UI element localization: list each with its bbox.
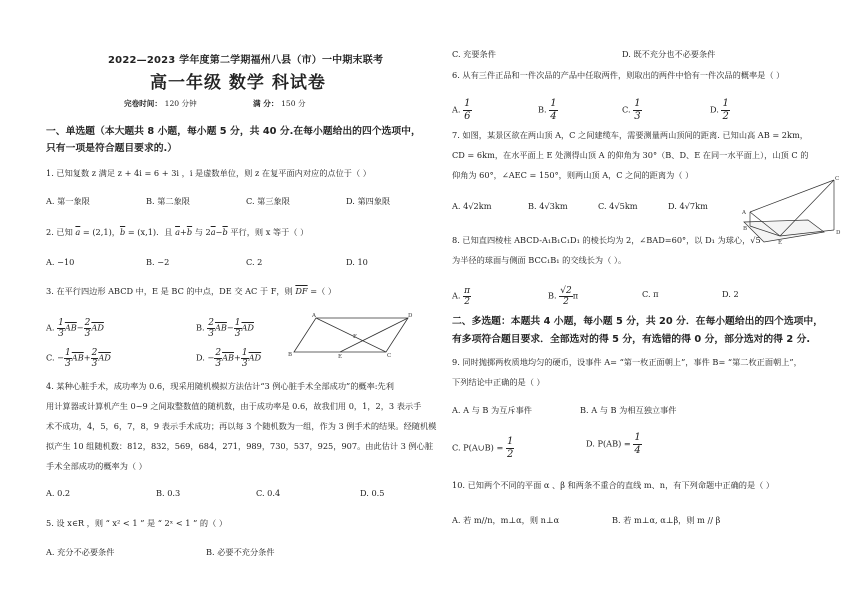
q4-line-4: 拟产生 10 组随机数：812，832，569，684，271，989，730，537，925，907。由此估计 3 例心脏 — [46, 441, 434, 451]
q7-line-2: CD = 6km，在水平面上 E 处测得山顶 A 的仰角为 30°（B、D、E 在同一水平面上），山顶 C 的 — [452, 150, 809, 160]
section1-title-2: 只有一项是符合题目要求的.） — [46, 143, 178, 154]
q1-option-a: A. 第一象限 — [46, 196, 90, 206]
q9-option-b: B. A 与 B 为相互独立事件 — [580, 405, 677, 415]
q4-option-d: D. 0.5 — [360, 488, 385, 498]
svg-text:C: C — [835, 176, 840, 182]
q5-option-d: D. 既不充分也不必要条件 — [622, 49, 716, 59]
q10-stem: 10. 已知两个不同的平面 α 、β 和两条不重合的直线 m、n，有下列命题中正确的是（ ） — [452, 480, 775, 490]
q6-option-c: C. $\frac{1}{3}$ — [622, 98, 641, 122]
svg-text:F: F — [353, 334, 357, 340]
q9-line-2: 下列结论中正确的是（ ） — [452, 377, 545, 387]
q9-line-1: 9. 同时抛掷两枚质地均匀的硬币，设事件 A= “第一枚正面朝上”，事件 B= “第二枚正面朝上”， — [452, 357, 802, 367]
q6-option-b: B. $\frac{1}{4}$ — [538, 98, 557, 122]
q8-option-d: D. 2 — [722, 289, 739, 299]
q4-line-1: 4. 某种心脏手术，成功率为 0.6，现采用随机模拟方法估计“3 例心脏手术全部成功”的概率:先利 — [46, 381, 394, 391]
q5-option-b: B. 必要不充分条件 — [206, 547, 275, 557]
q5-option-a: A. 充分不必要条件 — [46, 547, 115, 557]
exam-title: 2022—2023 学年度第二学期福州八县（市）一中期末联考 — [108, 55, 384, 66]
svg-text:E: E — [338, 354, 343, 360]
svg-text:B: B — [743, 226, 748, 232]
svg-text:A: A — [312, 313, 316, 319]
q3-option-a: A. $\frac{1}{3}$ $\overline{AB}-$ $\frac{2}{3}$ $\overline{AD}$ — [46, 318, 104, 339]
q5-stem: 5. 设 x∈R ，则 “ x² < 1 ” 是 “ 2ˣ < 1 ” 的（ ） — [46, 518, 228, 528]
q8-line-1: 8. 已知直四棱柱 ABCD-A₁B₁C₁D₁ 的棱长均为 2，∠BAD=60°，以 D₁ 为球心，√5 — [452, 235, 761, 245]
q1-option-d: D. 第四象限 — [346, 196, 391, 206]
q4-line-3: 术不成功，4，5，6，7，8，9 表示手术成功；再以每 3 个随机数为一组，作为 3 例手术的结果。经随机模 — [46, 421, 437, 431]
q9-option-d: D. P(AB) = $\frac{1}{4}$ — [586, 432, 641, 456]
q1-option-c: C. 第三象限 — [246, 196, 290, 206]
q2-option-a: A. −10 — [46, 257, 75, 267]
q8-option-b: B. $\frac{√2}{2}$ π — [548, 286, 579, 307]
q3-option-b: B. $\frac{2}{3}$ $\overline{AB}-$ $\frac{1}{3}$ $\overline{AD}$ — [196, 318, 254, 339]
section1-title: 一、单选题（本大题共 8 小题，每小题 5 分，共 40 分.在每小题给出的四个选项中， — [46, 126, 421, 137]
q8-line-2: 为半径的球面与侧面 BCC₁B₁ 的交线长为（ ）。 — [452, 255, 627, 265]
q7-option-b: B. 4√3km — [528, 201, 568, 211]
svg-text:C: C — [387, 353, 392, 359]
q4-option-c: C. 0.4 — [256, 488, 281, 498]
score-info: 满 分： 150 分 — [253, 99, 306, 108]
q3-option-c: C. − $\frac{1}{3}$ $\overline{AB}+$ $\frac{2}{3}$ $\overline{AD}$ — [46, 348, 111, 369]
q7-line-1: 7. 如图，某景区欲在两山顶 A，C 之间建缆车，需要测量两山顶间的距离. 已知山高 AB = 2km， — [452, 130, 808, 140]
q7-option-d: D. 4√7km — [668, 201, 708, 211]
q2-stem: 2. 已知 $\overline{a} = (2,1)$，$\overline{b} = (x,1)$．且 $\overline{a}+\overline{b}$ 与 $2\overline{a}-\overline{b}$ 平行，则 x 等于（ ） — [46, 227, 309, 237]
q4-option-b: B. 0.3 — [156, 488, 181, 498]
q9-option-a: A. A 与 B 为互斥事件 — [452, 405, 532, 415]
svg-text:E: E — [778, 240, 783, 246]
q3-option-d: D. − $\frac{2}{3}$ $\overline{AB}+$ $\frac{1}{3}$ $\overline{AD}$ — [196, 348, 262, 369]
svg-text:A: A — [742, 210, 746, 216]
section2-title: 二、多选题：本题共 4 小题，每小题 5 分，共 20 分．在每小题给出的四个选项中， — [452, 316, 824, 327]
q7-option-c: C. 4√5km — [598, 201, 638, 211]
svg-text:D: D — [836, 230, 841, 236]
q2-option-c: C. 2 — [246, 257, 263, 267]
q6-option-a: A. $\frac{1}{6}$ — [452, 98, 471, 122]
svg-text:B: B — [288, 352, 293, 358]
q8-option-c: C. π — [642, 289, 659, 299]
q6-option-d: D. $\frac{1}{2}$ — [710, 98, 729, 122]
section2-title-2: 有多项符合题目要求．全部选对的得 5 分，有选错的得 0 分，部分选对的得 2 分. — [452, 334, 811, 345]
svg-text:D: D — [408, 313, 413, 319]
q4-option-a: A. 0.2 — [46, 488, 71, 498]
time-info: 完卷时间： 120 分钟 — [124, 99, 197, 108]
q7-line-3: 仰角为 60°，∠AEC = 150°，则两山顶 A，C 之间的距离为（ ） — [452, 170, 694, 180]
q8-option-a: A. $\frac{\pi}{2}$ — [452, 286, 471, 307]
q4-line-5: 手术全部成功的概率为（ ） — [46, 461, 147, 471]
q2-option-d: D. 10 — [346, 257, 368, 267]
q5-option-c: C. 充要条件 — [452, 49, 496, 59]
q1-option-b: B. 第二象限 — [146, 196, 190, 206]
q7-option-a: A. 4√2km — [452, 201, 492, 211]
q10-option-b: B. 若 m⊥α, α⊥β，则 m // β — [612, 515, 721, 525]
q4-line-2: 用计算器或计算机产生 0~9 之间取整数值的随机数，由于成功率是 0.6，故我们用 0，1，2，3 表示手 — [46, 401, 422, 411]
q9-option-c: C. P(A∪B) = $\frac{1}{2}$ — [452, 436, 514, 460]
q6-stem: 6. 从有三件正品和一件次品的产品中任取两件，则取出的两件中恰有一件次品的概率是（ ） — [452, 70, 785, 80]
q10-option-a: A. 若 m//n，m⊥α，则 n⊥α — [452, 515, 560, 525]
parallelogram-figure — [286, 312, 416, 360]
q2-option-b: B. −2 — [146, 257, 170, 267]
right-column — [430, 0, 860, 608]
q1-stem: 1. 已知复数 z 满足 z + 4i = 6 + 3i ，i 是虚数单位，则 z 在复平面内对应的点位于（ ） — [46, 168, 371, 178]
exam-subtitle: 高一年级 数学 科试卷 — [150, 73, 326, 93]
q3-stem: 3. 在平行四边形 ABCD 中，E 是 BC 的中点，DE 交 AC 于 F，则 $\overline{DF}$ =（ ） — [46, 286, 337, 296]
